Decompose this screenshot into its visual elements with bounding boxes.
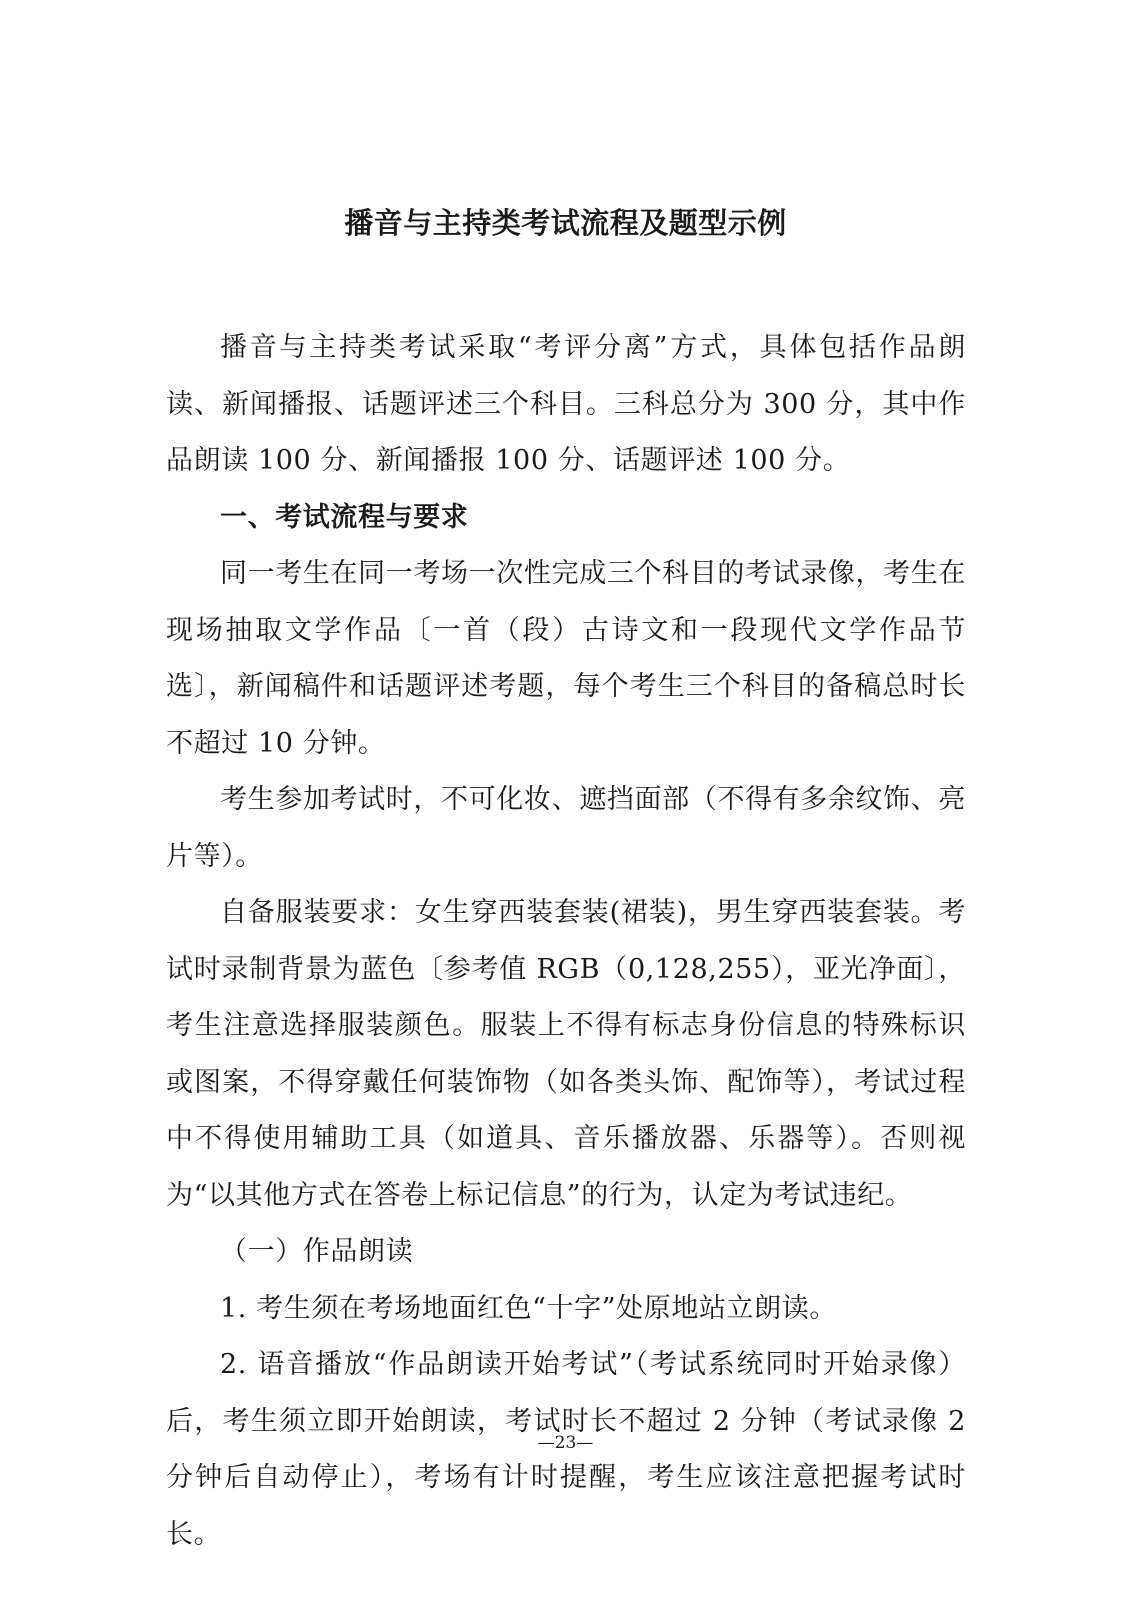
document-body [166, 320, 966, 1563]
list-item-2: 2. 语音播放“作品朗读开始考试”（考试系统同时开始录像）后，考生须立即开始朗读，考试时长不超过 2 分钟（考试录像 2 分钟后自动停止），考场有计时提醒，考生应该注意把握考试时长。 [166, 1349, 966, 1550]
section-heading-exam-process: 一、考试流程与要求 [220, 501, 469, 533]
paragraph-dress-requirements: 自备服装要求：女生穿西装套装(裙装)，男生穿西装套装。考试时录制背景为蓝色〔参考值 RGB（0,128,255），亚光净面〕，考生注意选择服装颜色。服装上不得有标志身份信息的特殊标识或图案，不得穿戴任何装饰物（如各类头饰、配饰等），考试过程中不得使用辅助工具（如道具、音乐播放器、乐器等）。否则视为“以其他方式在答卷上标记信息”的行为，认定为考试违纪。 [166, 897, 966, 1211]
subsection-heading-reading: （一）作品朗读 [220, 1236, 414, 1267]
document-title: 播音与主持类考试流程及题型示例 [344, 206, 787, 240]
intro-paragraph: 播音与主持类考试采取“考评分离”方式，具体包括作品朗读、新闻播报、话题评述三个科目。三科总分为 300 分，其中作品朗读 100 分、新闻播报 100 分、话题评述 100 分。 [166, 332, 966, 476]
page-number: —23— [537, 1433, 594, 1453]
paragraph-exam-recording: 同一考生在同一考场一次性完成三个科目的考试录像，考生在现场抽取文学作品〔一首（段）古诗文和一段现代文学作品节选〕，新闻稿件和话题评述考题，每个考生三个科目的备稿总时长不超过 10 分钟。 [166, 558, 966, 759]
list-item-1: 1. 考生须在考场地面红色“十字”处原地站立朗读。 [220, 1292, 837, 1324]
paragraph-appearance-rules: 考生参加考试时，不可化妆、遮挡面部（不得有多余纹饰、亮片等）。 [166, 784, 966, 872]
